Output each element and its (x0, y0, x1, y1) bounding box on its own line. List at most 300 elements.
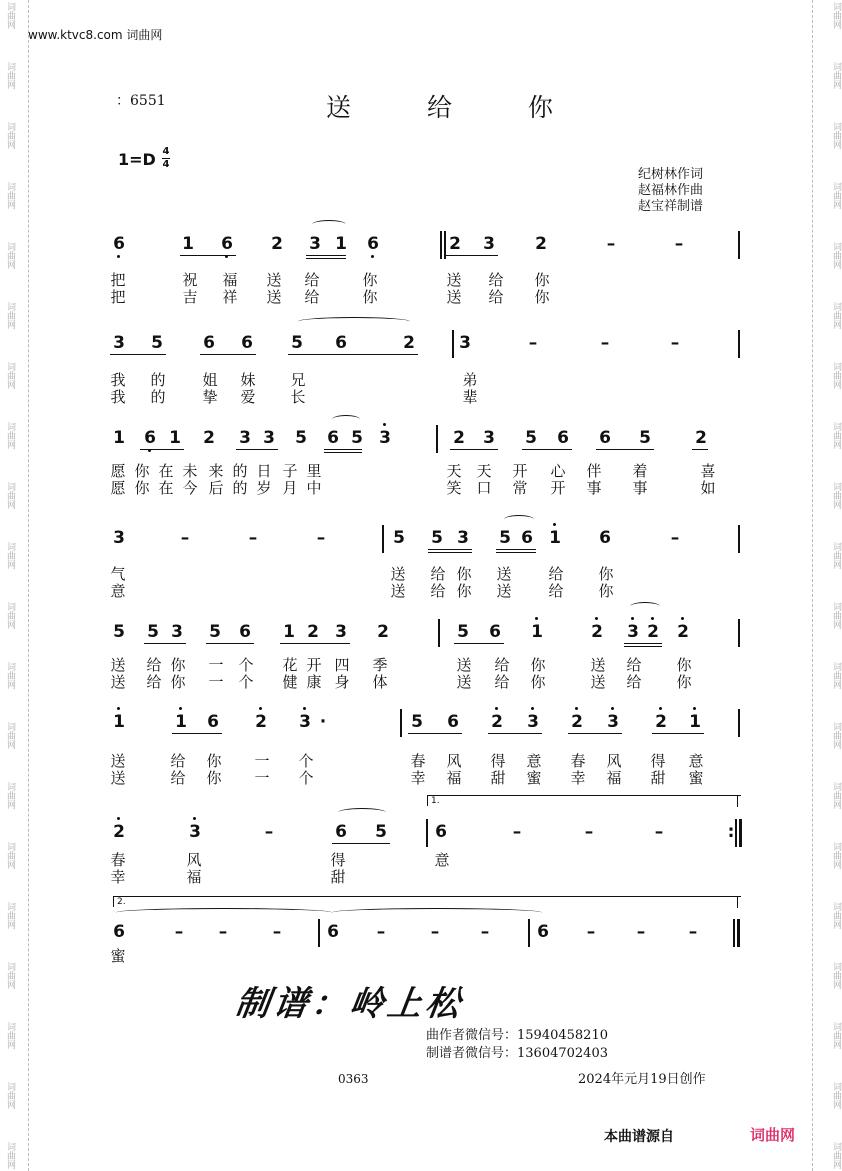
underline-beam (332, 843, 390, 844)
underline-beam (140, 449, 184, 450)
lyric-syllable: 你 (598, 582, 614, 600)
jianpu-note: 3 (335, 622, 347, 642)
jianpu-note: 3 (188, 822, 202, 842)
jianpu-note: 1 (182, 234, 194, 254)
lyric-syllable: 一 (254, 752, 270, 770)
lyric-syllable: 你 (170, 673, 186, 691)
jianpu-note: 1 (169, 428, 181, 448)
jianpu-note: 5 (291, 333, 303, 353)
jianpu-note: 3 (113, 528, 125, 548)
watermark-text: 词曲网 (5, 482, 15, 509)
octave-dot (259, 707, 262, 710)
jianpu-note: 3 (526, 712, 540, 732)
octave-dot (595, 617, 598, 620)
slur (332, 415, 360, 424)
jianpu-note: 3 (459, 333, 471, 353)
watermark-text: 词曲网 (5, 902, 15, 929)
sustain-dash: – (670, 333, 680, 353)
lyric-syllable: 送 (390, 582, 406, 600)
lyric-syllable: 送 (456, 673, 472, 691)
source-site-link[interactable]: 词曲网 (750, 1126, 796, 1144)
sustain-dash: – (586, 922, 596, 942)
lyric-syllable: 意 (688, 752, 704, 770)
time-bottom: 4 (162, 159, 170, 170)
sustain-dash: – (600, 333, 610, 353)
octave-dot (611, 707, 614, 710)
lyric-syllable: 得 (650, 752, 666, 770)
lyric-syllable: 给 (304, 288, 320, 306)
underline-beam (488, 733, 542, 734)
sustain-dash: – (654, 822, 664, 842)
watermark-text: 词曲网 (5, 602, 15, 629)
watermark-text: 词曲网 (5, 1022, 15, 1049)
site-url[interactable]: www.ktvc8.com 词曲网 (28, 28, 163, 42)
jianpu-note: 6 (537, 922, 549, 942)
lyric-syllable: 里 (306, 462, 322, 480)
underline-beam (624, 643, 662, 644)
jianpu-note: 5 (375, 822, 387, 842)
lyric-syllable: 你 (362, 271, 378, 289)
lyric-syllable: 喜 (700, 462, 716, 480)
octave-dot (117, 817, 120, 820)
jianpu-note: · (319, 712, 327, 732)
lyric-syllable: 四 (334, 656, 350, 674)
watermark-text: 词曲网 (831, 1082, 841, 1109)
lyric-syllable: 你 (456, 582, 472, 600)
jianpu-note: 3 (457, 528, 469, 548)
lyric-syllable: 祥 (222, 288, 238, 306)
lyric-syllable: 在 (158, 462, 174, 480)
jianpu-note: 5 (393, 528, 405, 548)
jianpu-note: 6 (335, 822, 347, 842)
jianpu-note: 2 (112, 822, 126, 842)
lyric-syllable: 给 (146, 656, 162, 674)
barline (738, 330, 740, 358)
lyric-syllable: 给 (494, 656, 510, 674)
watermark-text: 词曲网 (831, 62, 841, 89)
octave-dot (659, 707, 662, 710)
lyric-syllable: 福 (606, 769, 622, 787)
lyric-syllable: 开 (550, 479, 566, 497)
jianpu-note: 2 (377, 622, 389, 642)
underline-beam (522, 449, 572, 450)
underline-beam (144, 643, 186, 644)
underline-beam (428, 552, 472, 553)
lyric-syllable: 把 (110, 288, 126, 306)
barline (426, 819, 428, 847)
underline-beam (408, 733, 462, 734)
lyric-syllable: 事 (632, 479, 648, 497)
jianpu-note: 5 (209, 622, 221, 642)
jianpu-note: 5 (457, 622, 469, 642)
jianpu-note: 5 (499, 528, 511, 548)
lyric-syllable: 岁 (256, 479, 272, 497)
octave-dot (371, 255, 374, 258)
lyric-syllable: 着 (632, 462, 648, 480)
lyric-syllable: 日 (256, 462, 272, 480)
sustain-dash: – (248, 528, 258, 548)
sustain-dash: – (670, 528, 680, 548)
watermark-text: 词曲网 (5, 62, 15, 89)
sustain-dash: – (180, 528, 190, 548)
jianpu-note: 3 (239, 428, 251, 448)
octave-dot (383, 423, 386, 426)
lyric-syllable: 一 (254, 769, 270, 787)
octave-dot (117, 255, 120, 258)
lyric-syllable: 花 (282, 656, 298, 674)
lyric-syllable: 吉 (182, 288, 198, 306)
lyric-syllable: 送 (590, 656, 606, 674)
slur (338, 808, 386, 817)
underline-beam (496, 552, 536, 553)
lyric-syllable: 你 (676, 673, 692, 691)
sustain-dash: – (218, 922, 228, 942)
underline-beam (324, 449, 362, 450)
time-signature (162, 147, 170, 170)
lyric-syllable: 伴 (586, 462, 602, 480)
lyric-syllable: 你 (134, 462, 150, 480)
slur (504, 515, 534, 524)
lyric-syllable: 你 (534, 288, 550, 306)
lyric-syllable: 你 (362, 288, 378, 306)
watermark-text: 词曲网 (5, 422, 15, 449)
barline (382, 525, 384, 553)
lyric-syllable: 蜜 (688, 769, 704, 787)
lyric-syllable: 你 (456, 565, 472, 583)
jianpu-note: 2 (271, 234, 283, 254)
key-signature: 1=D (118, 150, 156, 169)
lyric-syllable: 身 (334, 673, 350, 691)
lyric-syllable: 愿 (110, 462, 126, 480)
octave-dot (193, 817, 196, 820)
jianpu-note: 6 (220, 234, 234, 254)
underline-beam (428, 549, 472, 550)
octave-dot (693, 707, 696, 710)
lyric-syllable: 个 (238, 656, 254, 674)
composer-credit: 赵福林作曲 (638, 183, 704, 198)
lyric-syllable: 天 (476, 462, 492, 480)
right-margin-line (812, 0, 827, 1171)
sustain-dash: – (174, 922, 184, 942)
lyric-syllable: 福 (222, 271, 238, 289)
lyric-syllable: 福 (446, 769, 462, 787)
volta-bracket: 2. (113, 896, 741, 907)
lyric-syllable: 甜 (650, 769, 666, 787)
lyric-syllable: 来 (208, 462, 224, 480)
underline-beam (306, 258, 346, 259)
barline (440, 231, 442, 259)
underline-beam (172, 733, 222, 734)
lyric-syllable: 开 (512, 462, 528, 480)
jianpu-note: 2 (203, 428, 215, 448)
watermark-text: 词曲网 (831, 122, 841, 149)
lyric-syllable: 风 (446, 752, 462, 770)
watermark-text: 词曲网 (5, 2, 15, 29)
underline-beam (454, 643, 504, 644)
jianpu-note: 6 (335, 333, 347, 353)
arranger-wechat: 制谱者微信号：13604702403 (426, 1046, 608, 1061)
lyric-syllable: 送 (446, 271, 462, 289)
barline (737, 919, 740, 947)
lyric-syllable: 未 (182, 462, 198, 480)
arranger-credit: 赵宝祥制谱 (638, 199, 704, 214)
sustain-dash: – (376, 922, 386, 942)
jianpu-note: 3 (626, 622, 640, 642)
slur (630, 602, 660, 611)
jianpu-note: 6 (599, 528, 611, 548)
lyricist-credit: 纪树林作词 (638, 167, 704, 182)
lyric-syllable: 的 (150, 371, 166, 389)
jianpu-note: 2 (590, 622, 604, 642)
jianpu-note: 5 (639, 428, 651, 448)
volta-end (737, 896, 738, 908)
lyric-syllable: 常 (512, 479, 528, 497)
lyric-syllable: 你 (534, 271, 550, 289)
watermark-text: 词曲网 (5, 962, 15, 989)
lyric-syllable: 送 (446, 288, 462, 306)
lyric-syllable: 你 (206, 769, 222, 787)
lyric-syllable: 送 (110, 769, 126, 787)
sustain-dash: – (264, 822, 274, 842)
lyric-syllable: 月 (282, 479, 298, 497)
lyric-syllable: 把 (110, 271, 126, 289)
lyric-syllable: 春 (110, 851, 126, 869)
jianpu-note: 5 (147, 622, 159, 642)
underline-beam (306, 255, 346, 256)
lyric-syllable: 中 (306, 479, 322, 497)
underline-beam (652, 733, 704, 734)
jianpu-note: 2 (307, 622, 319, 642)
underline-beam (450, 449, 498, 450)
jianpu-note: 6 (557, 428, 569, 448)
underline-beam (288, 354, 418, 355)
barline (436, 425, 438, 453)
jianpu-note: 2 (570, 712, 584, 732)
underline-beam (692, 449, 708, 450)
jianpu-note: 5 (431, 528, 443, 548)
jianpu-note: 3 (483, 428, 495, 448)
lyric-syllable: 如 (700, 479, 716, 497)
jianpu-note: 5 (113, 622, 125, 642)
lyric-syllable: 祝 (182, 271, 198, 289)
underline-beam (110, 354, 166, 355)
jianpu-note: 5 (411, 712, 423, 732)
jianpu-note: 1 (548, 528, 562, 548)
lyric-syllable: 给 (548, 582, 564, 600)
lyric-syllable: 妹 (240, 371, 256, 389)
watermark-text: 词曲网 (5, 782, 15, 809)
lyric-syllable: 蜜 (110, 947, 126, 965)
octave-dot (681, 617, 684, 620)
octave-dot (531, 707, 534, 710)
barline (528, 919, 530, 947)
lyric-syllable: 送 (110, 656, 126, 674)
watermark-text: 词曲网 (831, 422, 841, 449)
lyric-syllable: 给 (430, 582, 446, 600)
lyric-syllable: 气 (110, 565, 126, 583)
jianpu-note: 3 (483, 234, 495, 254)
song-title: 送 给 你 (326, 93, 587, 122)
jianpu-note: 1 (335, 234, 347, 254)
lyric-syllable: 我 (110, 371, 126, 389)
watermark-text: 词曲网 (5, 122, 15, 149)
jianpu-note: 6 (489, 622, 501, 642)
lyric-syllable: 送 (110, 673, 126, 691)
lyric-syllable: 在 (158, 479, 174, 497)
lyric-syllable: 幸 (570, 769, 586, 787)
watermark-text: 词曲网 (831, 242, 841, 269)
jianpu-note: 1 (174, 712, 188, 732)
lyric-syllable: 送 (390, 565, 406, 583)
volta-bracket: 1. (427, 795, 741, 806)
barline (438, 619, 440, 647)
slur (116, 908, 332, 917)
lyric-syllable: 子 (282, 462, 298, 480)
octave-dot (535, 617, 538, 620)
underline-beam (180, 255, 236, 256)
lyric-syllable: 得 (490, 752, 506, 770)
watermark-text: 词曲网 (831, 2, 841, 29)
lyric-syllable: 甜 (330, 868, 346, 886)
watermark-text: 词曲网 (831, 962, 841, 989)
jianpu-note: 6 (327, 922, 339, 942)
lyric-syllable: 意 (110, 582, 126, 600)
watermark-text: 词曲网 (5, 362, 15, 389)
lyric-syllable: 的 (232, 479, 248, 497)
jianpu-note: 6 (241, 333, 253, 353)
barline (738, 709, 740, 737)
lyric-syllable: 你 (206, 752, 222, 770)
lyric-syllable: 甜 (490, 769, 506, 787)
sustain-dash: – (674, 234, 684, 254)
underline-beam (624, 646, 662, 647)
jianpu-note: 5 (351, 428, 363, 448)
lyric-syllable: 个 (238, 673, 254, 691)
lyric-syllable: 给 (626, 673, 642, 691)
jianpu-note: 3 (298, 712, 312, 732)
octave-dot (553, 523, 556, 526)
lyric-syllable: 蜜 (526, 769, 542, 787)
lyric-syllable: 事 (586, 479, 602, 497)
lyric-syllable: 天 (446, 462, 462, 480)
lyric-syllable: 给 (488, 288, 504, 306)
jianpu-note: 6 (435, 822, 447, 842)
jianpu-note: 6 (207, 712, 219, 732)
jianpu-note: 6 (239, 622, 251, 642)
sustain-dash: – (606, 234, 616, 254)
slur (332, 908, 542, 917)
barline (735, 819, 737, 847)
lyric-syllable: 愿 (110, 479, 126, 497)
barline (739, 819, 742, 847)
underline-beam (206, 643, 254, 644)
lyric-syllable: 个 (298, 752, 314, 770)
sustain-dash: – (528, 333, 538, 353)
lyric-syllable: 我 (110, 388, 126, 406)
jianpu-note: 6 (143, 428, 157, 448)
watermark-text: 词曲网 (831, 182, 841, 209)
jianpu-note: 5 (525, 428, 537, 448)
sustain-dash: – (316, 528, 326, 548)
barline (738, 231, 740, 259)
lyric-syllable: 你 (676, 656, 692, 674)
jianpu-note: 3 (171, 622, 183, 642)
sustain-dash: – (584, 822, 594, 842)
lyric-syllable: 一 (208, 673, 224, 691)
barline (400, 709, 402, 737)
watermark-text: 词曲网 (5, 182, 15, 209)
barline (452, 330, 454, 358)
watermark-text: 词曲网 (831, 662, 841, 689)
score-number: ：6551 (116, 93, 166, 109)
lyric-syllable: 风 (186, 851, 202, 869)
watermark-text: 词曲网 (831, 782, 841, 809)
lyric-syllable: 给 (146, 673, 162, 691)
octave-dot (575, 707, 578, 710)
sustain-dash: – (636, 922, 646, 942)
sustain-dash: – (688, 922, 698, 942)
lyric-syllable: 弟 (462, 371, 478, 389)
slur (312, 220, 346, 229)
barline (318, 919, 320, 947)
jianpu-note: 6 (447, 712, 459, 732)
lyric-syllable: 送 (266, 288, 282, 306)
jianpu-note: 1 (112, 712, 126, 732)
jianpu-note: 3 (309, 234, 321, 254)
watermark-text: 词曲网 (5, 302, 15, 329)
watermark-text: 词曲网 (831, 542, 841, 569)
octave-dot (179, 707, 182, 710)
jianpu-note: 6 (113, 922, 125, 942)
lyric-syllable: 的 (150, 388, 166, 406)
lyric-syllable: 你 (530, 656, 546, 674)
watermark-text: 词曲网 (831, 602, 841, 629)
lyric-syllable: 康 (306, 673, 322, 691)
lyric-syllable: 你 (134, 479, 150, 497)
lyric-syllable: 体 (372, 673, 388, 691)
jianpu-note: 2 (403, 333, 415, 353)
underline-beam (446, 255, 498, 256)
creation-date: 2024年元月19日创作 (578, 1072, 706, 1087)
jianpu-note: 2 (453, 428, 465, 448)
jianpu-note: 6 (327, 428, 339, 448)
jianpu-note: 6 (203, 333, 215, 353)
lyric-syllable: 健 (282, 673, 298, 691)
lyric-syllable: 你 (170, 656, 186, 674)
watermark-text: 词曲网 (831, 302, 841, 329)
lyric-syllable: 给 (488, 271, 504, 289)
underline-beam (496, 549, 536, 550)
octave-dot (631, 617, 634, 620)
lyric-syllable: 送 (266, 271, 282, 289)
slur (298, 317, 410, 326)
lyric-syllable: 春 (410, 752, 426, 770)
jianpu-note: 2 (676, 622, 690, 642)
watermark-text: 词曲网 (5, 242, 15, 269)
lyric-syllable: 后 (208, 479, 224, 497)
lyric-syllable: 风 (606, 752, 622, 770)
lyric-syllable: 幸 (110, 868, 126, 886)
lyric-syllable: 得 (330, 851, 346, 869)
jianpu-note: 3 (378, 428, 392, 448)
jianpu-note: 2 (535, 234, 547, 254)
jianpu-note: 6 (599, 428, 611, 448)
watermark-text: 词曲网 (5, 662, 15, 689)
octave-dot (303, 707, 306, 710)
lyric-syllable: 给 (430, 565, 446, 583)
sustain-dash: – (512, 822, 522, 842)
watermark-text: 词曲网 (831, 1142, 841, 1169)
